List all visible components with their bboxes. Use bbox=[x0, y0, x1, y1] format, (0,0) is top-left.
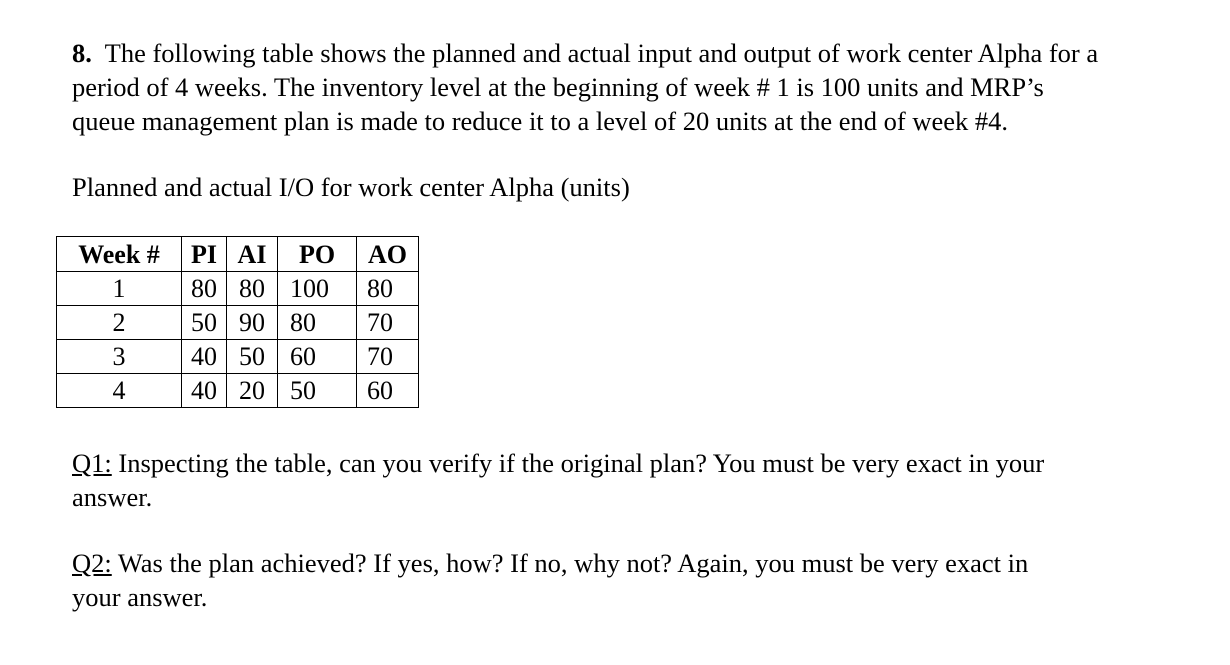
table-header-row bbox=[57, 237, 419, 272]
cell-week: 3 bbox=[57, 340, 182, 374]
problem-line-2: period of 4 weeks. The inventory level at the beginning of week # 1 is 100 units and MRP’s bbox=[72, 72, 1044, 102]
question-1-label: Q1: bbox=[72, 448, 112, 478]
question-1-line-1: Inspecting the table, can you verify if the original plan? You must be very exact in your bbox=[111, 448, 1045, 478]
question-2-label: Q2: bbox=[72, 548, 112, 578]
problem-statement bbox=[72, 36, 1098, 138]
header-po: PO bbox=[278, 237, 357, 272]
question-2-line-1: Was the plan achieved? If yes, how? If no, why not? Again, you must be very exact in bbox=[111, 548, 1029, 578]
cell-week: 2 bbox=[57, 306, 182, 340]
cell-pi: 80 bbox=[182, 272, 227, 306]
cell-week: 4 bbox=[57, 374, 182, 408]
question-1 bbox=[72, 446, 1044, 514]
problem-number: 8. bbox=[72, 38, 92, 68]
cell-po: 100 bbox=[278, 272, 357, 306]
cell-pi: 50 bbox=[182, 306, 227, 340]
question-2 bbox=[72, 546, 1028, 614]
table-caption: Planned and actual I/O for work center Alpha (units) bbox=[72, 172, 630, 202]
cell-po: 50 bbox=[278, 374, 357, 408]
cell-pi: 40 bbox=[182, 340, 227, 374]
cell-week: 1 bbox=[57, 272, 182, 306]
problem-line-3: queue management plan is made to reduce it to a level of 20 units at the end of week #4. bbox=[72, 106, 1009, 136]
cell-po: 60 bbox=[278, 340, 357, 374]
cell-ao: 70 bbox=[357, 340, 419, 374]
io-table bbox=[56, 236, 419, 408]
cell-ao: 60 bbox=[357, 374, 419, 408]
table-row bbox=[57, 272, 419, 306]
problem-line-1: The following table shows the planned and actual input and output of work center Alpha for a bbox=[104, 38, 1099, 68]
table-row bbox=[57, 374, 419, 408]
header-week: Week # bbox=[57, 237, 182, 272]
cell-ai: 50 bbox=[227, 340, 278, 374]
cell-ai: 80 bbox=[227, 272, 278, 306]
header-ao: AO bbox=[357, 237, 419, 272]
cell-ai: 90 bbox=[227, 306, 278, 340]
header-ai: AI bbox=[227, 237, 278, 272]
cell-ao: 70 bbox=[357, 306, 419, 340]
header-pi: PI bbox=[182, 237, 227, 272]
cell-ao: 80 bbox=[357, 272, 419, 306]
cell-po: 80 bbox=[278, 306, 357, 340]
question-1-line-2: answer. bbox=[72, 482, 153, 512]
cell-pi: 40 bbox=[182, 374, 227, 408]
table-row bbox=[57, 306, 419, 340]
question-2-line-2: your answer. bbox=[72, 582, 208, 612]
cell-ai: 20 bbox=[227, 374, 278, 408]
table-row bbox=[57, 340, 419, 374]
